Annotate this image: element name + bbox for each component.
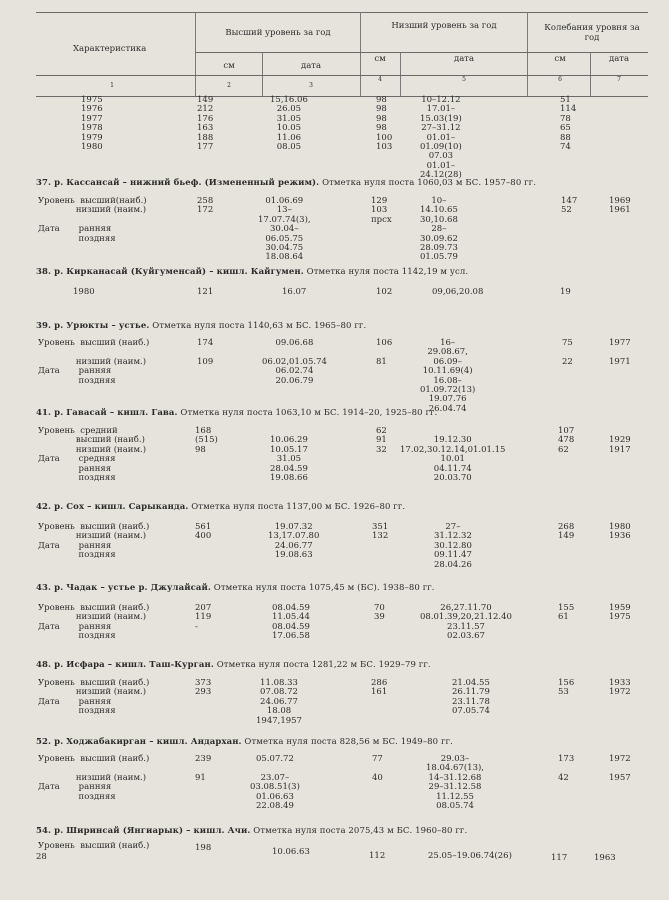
max-date-col: 15,16.06 26.05 31.05 10.05 11.06 08.05: [270, 95, 308, 153]
section-title-bold: 52. р. Ходжабакирган – кишл. Андархан.: [36, 737, 242, 747]
section-title-39: [36, 321, 366, 331]
header-date: дата: [453, 54, 475, 64]
min-date-col: 10–12.12 17.01–15.03(19) 27–31.12 01.01–01.09(10) 07.03 01.01–24.12(28): [420, 95, 462, 181]
section-title-bold: 43. р. Чадак – устье р. Джулайсай.: [36, 583, 211, 593]
section-title-43: [36, 583, 435, 593]
min-date-col: 09,06,20.08: [432, 287, 484, 297]
header-range-level: Колебания уровня за год: [544, 23, 640, 43]
section-title-54: [36, 826, 467, 836]
range-cm-col: 75 22: [562, 338, 573, 367]
range-cm-col: 268 149: [558, 522, 575, 542]
max-cm-col: 121: [197, 287, 214, 297]
row-labels: Уровень высший (наиб.): [38, 841, 150, 851]
section-title-bold: 38. р. Кирканасай (Куйгуменсай) – кишл. Кайгумен.: [36, 267, 304, 277]
min-date-col: 26,27.11.70 08.01.39,20,21.12.40 23.11.57 02.03.67: [420, 603, 512, 642]
section-title-52: [36, 737, 453, 747]
col-number: 1: [110, 82, 114, 89]
section-title-rest: Отметка нуля поста 828,56 м БС. 1949–80 гг.: [244, 737, 453, 747]
col-number: 7: [617, 76, 621, 83]
max-cm-col: 258 172: [197, 196, 214, 216]
range-cm-col: 156 53: [558, 678, 575, 698]
range-year-col: 1977 1971: [609, 338, 631, 367]
section-title-bold: 48. р. Исфара – кишл. Таш-Курган.: [36, 660, 214, 670]
max-cm-col: 373 293: [195, 678, 212, 698]
min-cm-col: 77 40: [372, 754, 383, 783]
max-date-col: 08.04.59 11.05.44 08.04.59 17.06.58: [272, 603, 310, 642]
header-mid-rule: [195, 52, 648, 53]
col-number: 5: [462, 76, 466, 83]
min-date-col: 19.12.30 17.02,30.12.14,01.01.15 10.01 04.11.74 20.03.70: [400, 435, 506, 484]
section-title-48: [36, 660, 431, 670]
max-date-col: 10.06.29 10.05.17 31.05 28.04.59 19.08.66: [270, 435, 308, 484]
min-cm-col: 98 98 98 98 100 103: [376, 95, 393, 153]
header-date: дата: [300, 61, 322, 71]
header-col-divider: [360, 12, 361, 96]
section-title-38: [36, 267, 468, 277]
row-labels: Уровень средний высший (наиб.) низший (наим.) Дата средняя ранняя поздняя: [38, 426, 147, 484]
year-cell: 1980: [73, 287, 95, 297]
header-sub-rule: [36, 75, 648, 76]
col-number: 4: [378, 76, 382, 83]
max-cm-col: 198: [195, 843, 212, 853]
max-date-col: 16.07: [282, 287, 307, 297]
min-cm-col: 70 39: [374, 603, 385, 623]
row-labels: Уровень высший (наиб.) низший (наим.) Дата ранняя поздняя: [38, 754, 150, 802]
page-number: 28: [36, 852, 47, 862]
header-characteristic: Характеристика: [73, 44, 147, 54]
range-year-col: 1980 1936: [609, 522, 631, 542]
row-labels: Уровень высший (наиб.) низший (наим.) Дата ранняя поздняя: [38, 338, 150, 386]
header-date: дата: [608, 54, 630, 64]
section-title-rest: Отметка нуля поста 2075,43 м БС. 1960–80 гг.: [253, 826, 468, 836]
section-title-bold: 54. р. Ширинсай (Янгиарык) – кишл. Ачи.: [36, 826, 251, 836]
max-date-col: 09.06.68 06.02,01.05.74 06.02.74 20.06.79: [262, 338, 327, 386]
section-title-rest: Отметка нуля поста 1137,00 м БС. 1926–80 гг.: [191, 502, 406, 512]
max-cm-col: 174 109: [197, 338, 214, 367]
section-title-rest: Отметка нуля поста 1075,45 м (БС). 1938–80 гг.: [213, 583, 435, 593]
section-title-rest: Отметка нуля поста 1063,10 м БС. 1914–20, 1925–80 гг.: [180, 408, 438, 418]
section-title-bold: 42. р. Сох – кишл. Сарыканда.: [36, 502, 189, 512]
min-date-col: 21.04.55 26.11.79 23.11.78 07.05.74: [452, 678, 490, 717]
max-date-col: 19.07.32 13,17.07.80 24.06.77 19.08.63: [268, 522, 320, 561]
header-bottom-rule: [36, 96, 648, 97]
header-min-level: Низший уровень за год: [391, 21, 497, 31]
min-date-col: 27–31.12.32 30.12.80 09.11.47 28.04.26: [434, 522, 472, 570]
header-max-level: Высший уровень за год: [225, 28, 331, 38]
min-date-col: 16–29.08.67, 06.09–10.11.69(4) 16.08–01.09.72(13) 19.07.76 26.04.74: [420, 338, 476, 414]
header-cm: см: [374, 54, 386, 64]
range-cm-col: 19: [560, 287, 571, 297]
range-cm-col: 155 61: [558, 603, 575, 623]
header-col-divider: [590, 52, 591, 96]
section-title-rest: Отметка нуля поста 1140,63 м БС. 1965–80 гг.: [152, 321, 367, 331]
range-year-col: 1959 1975: [609, 603, 631, 623]
section-title-bold: 37. р. Кассансай – нижний бьеф. (Измененный режим).: [36, 178, 320, 188]
min-date-col: 25.05–19.06.74(26): [428, 851, 512, 861]
max-cm-col: 561 400: [195, 522, 212, 542]
header-top-rule: [36, 12, 648, 13]
header-col-divider: [527, 12, 528, 96]
header-cm: см: [554, 54, 566, 64]
min-date-col: 29.03–18.04.67(13), 14–31.12.68 29–31.12.58 11.12.55 08.05.74: [426, 754, 485, 812]
row-labels: Уровень высший (наиб.) низший (наим.) Дата ранняя поздняя: [38, 678, 150, 717]
range-year-col: 1969 1961: [609, 196, 631, 216]
section-title-rest: Отметка нуля поста 1281,22 м БС. 1929–79 гг.: [216, 660, 431, 670]
min-cm-col: 62 91 32: [376, 426, 387, 455]
row-labels: Уровень высший(наиб.) низший (наим.) Дата ранняя поздняя: [38, 196, 147, 244]
min-cm-col: 351 132: [372, 522, 389, 542]
section-title-bold: 39. р. Урюкты – устье.: [36, 321, 150, 331]
min-cm-col: 112: [369, 851, 386, 861]
min-date-col: 10–14.10.65 30,10.68 28–30.09.62 28.09.73 01.05.79: [420, 196, 458, 263]
header-col-divider: [262, 52, 263, 96]
header-col-divider: [400, 52, 401, 96]
section-title-41: [36, 408, 437, 418]
section-title-bold: 41. р. Гавасай – кишл. Гава.: [36, 408, 178, 418]
col-number: 6: [558, 76, 562, 83]
header-col-divider: [195, 12, 196, 96]
range-cm-col: 173 42: [558, 754, 575, 783]
range-year-col: 1963: [594, 853, 616, 863]
max-cm-col: 168 (515) 98: [195, 426, 218, 455]
section-title-37: [36, 178, 536, 188]
range-cm-col: 117: [551, 853, 568, 863]
max-date-col: 01.06.69 13–17.07.74(3), 30.04–06.05.75 30.04.75 18.08.64: [258, 196, 311, 263]
max-cm-col: 207 119 -: [195, 603, 212, 632]
range-year-col: 1929 1917: [609, 435, 631, 455]
range-year-col: 1933 1972: [609, 678, 631, 698]
max-date-col: 05.07.72 23.07–03.08.51(3) 01.06.63 22.08.49: [250, 754, 300, 812]
max-date-col: 10.06.63: [272, 847, 310, 857]
max-date-col: 11.08.33 07.08.72 24.06.77 18.08 1947,1957: [256, 678, 302, 726]
col-number: 3: [309, 82, 313, 89]
years-col: 1975 1976 1977 1978 1979 1980: [81, 95, 103, 153]
section-title-rest: Отметка нуля поста 1142,19 м усл.: [306, 267, 469, 277]
row-labels: Уровень высший (наиб.) низший (наим.) Дата ранняя поздняя: [38, 603, 150, 642]
min-cm-col: 129 103 прсх: [371, 196, 392, 225]
max-cm-col: 239 91: [195, 754, 212, 783]
min-cm-col: 106 81: [376, 338, 393, 367]
row-labels: Уровень высший (наиб.) низший (наим.) Дата ранняя поздняя: [38, 522, 150, 561]
range-cm-col: 51 114 78 65 88 74: [560, 95, 577, 153]
max-cm-col: 149 212 176 163 188 177: [197, 95, 214, 153]
range-cm-col: 107 478 62: [558, 426, 575, 455]
col-number: 2: [227, 82, 231, 89]
section-title-rest: Отметка нуля поста 1060,03 м БС. 1957–80 гг.: [322, 178, 537, 188]
min-cm-col: 102: [376, 287, 393, 297]
range-cm-col: 147 52: [561, 196, 578, 216]
header-cm: см: [223, 61, 235, 71]
section-title-42: [36, 502, 405, 512]
range-year-col: 1972 1957: [609, 754, 631, 783]
min-cm-col: 286 161: [371, 678, 388, 698]
